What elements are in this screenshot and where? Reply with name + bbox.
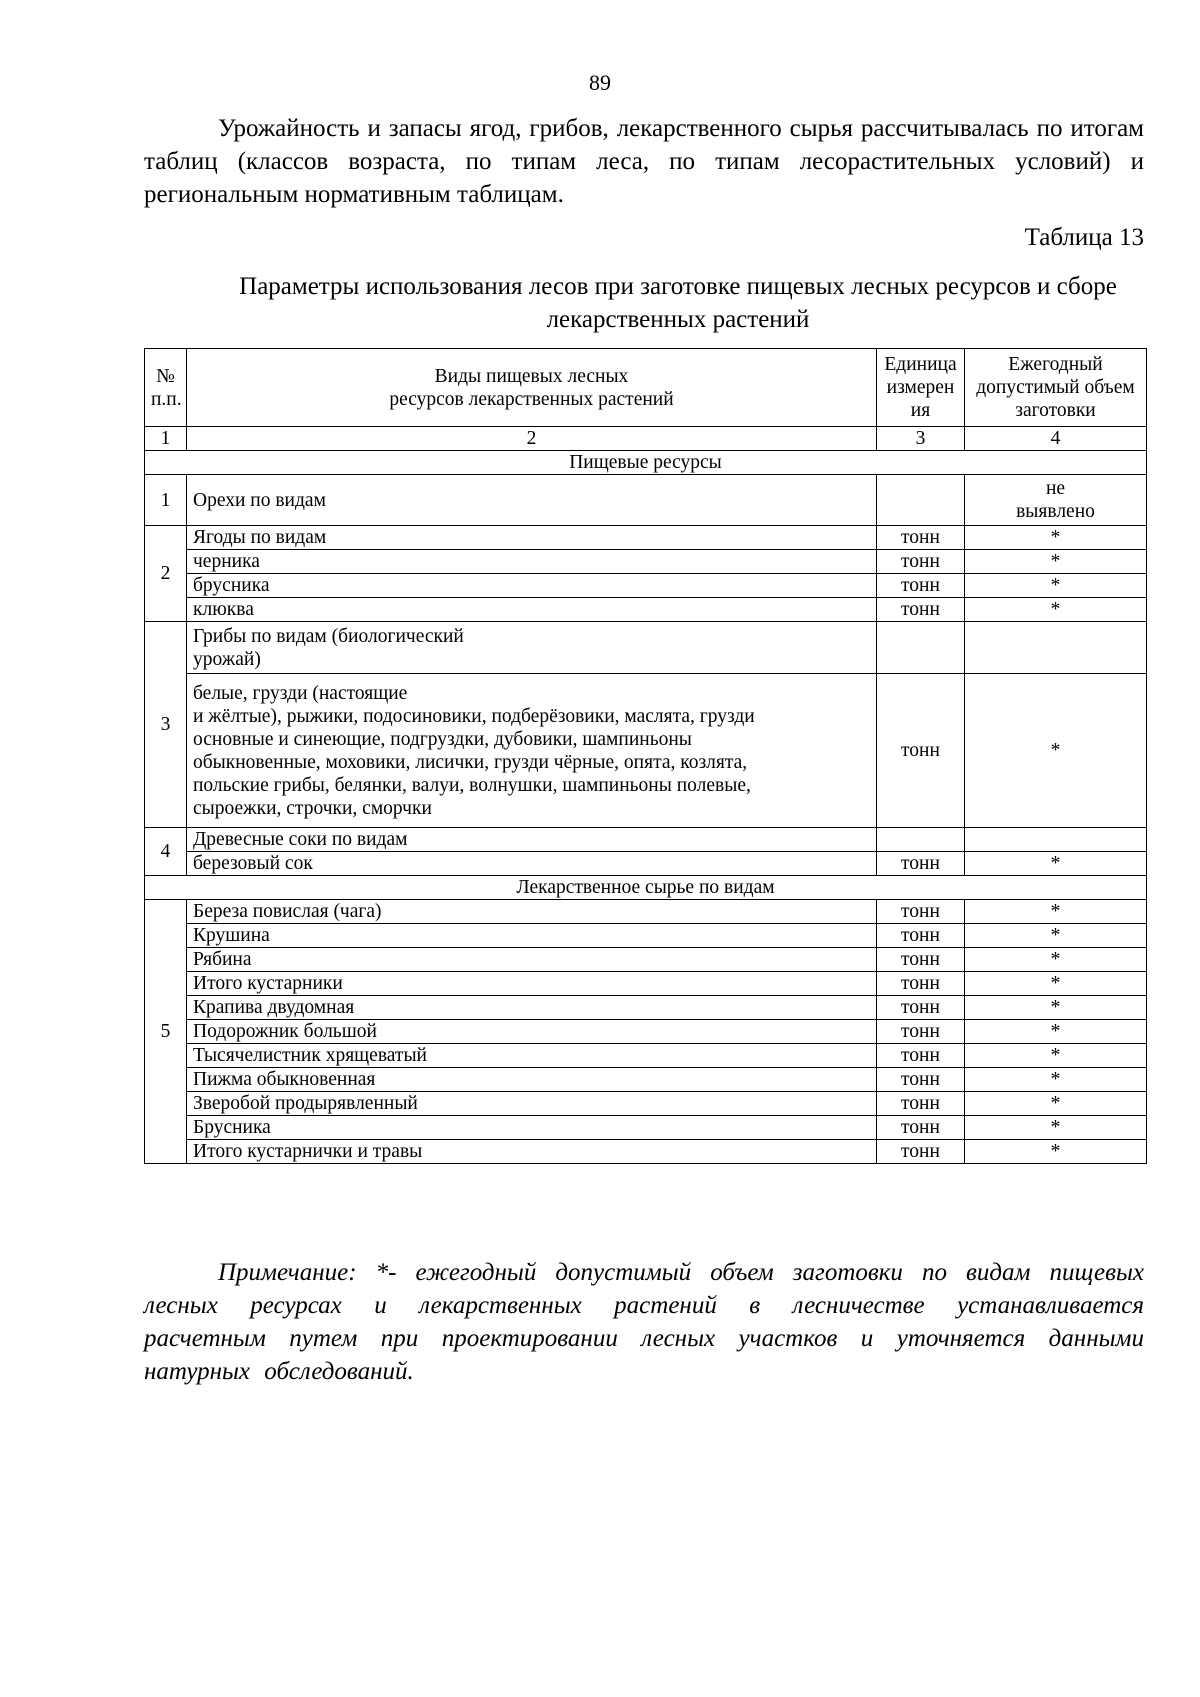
row-volume: * xyxy=(965,1068,1147,1092)
row-volume: * xyxy=(965,550,1147,574)
intro-paragraph: Урожайность и запасы ягод, грибов, лекарственного сырья рассчитывалась по итогам таблиц (классов возраста, по типам леса, по типам лесорастительных условий) и региональным нормативным таблицам. xyxy=(144,115,1144,208)
row-unit: тонн xyxy=(877,598,965,622)
row-name: Крушина xyxy=(187,924,877,948)
row-unit: тонн xyxy=(877,526,965,550)
table-label: Таблица 13 xyxy=(1024,224,1144,251)
row-unit: тонн xyxy=(877,1116,965,1140)
row-unit: тонн xyxy=(877,1140,965,1164)
row-name: черника xyxy=(187,550,877,574)
row-unit: тонн xyxy=(877,900,965,924)
row-unit: тонн xyxy=(877,852,965,876)
row-volume: * xyxy=(965,852,1147,876)
mushroom-line: основные и синеющие, подгруздки, дубовики, шампиньоны xyxy=(193,728,692,750)
row-name xyxy=(187,622,877,674)
row-unit: тонн xyxy=(877,1044,965,1068)
table-row xyxy=(145,828,1147,852)
row-volume-line2: выявлено xyxy=(1016,501,1095,522)
row-volume xyxy=(965,475,1147,526)
header-unit xyxy=(877,349,965,427)
col-number-1: 1 xyxy=(145,427,187,451)
row-name: Зверобой продырявленный xyxy=(187,1092,877,1116)
table-row xyxy=(145,598,1147,622)
row-name: березовый сок xyxy=(187,852,877,876)
page-number: 89 xyxy=(589,70,611,95)
header-volume-line3: заготовки xyxy=(1015,400,1096,421)
row-name: Брусника xyxy=(187,1116,877,1140)
row-volume: * xyxy=(965,598,1147,622)
table-row xyxy=(145,526,1147,550)
header-name xyxy=(187,349,877,427)
row-num: 1 xyxy=(145,475,187,526)
header-unit-line3: ия xyxy=(910,400,931,421)
row-num: 4 xyxy=(145,828,187,876)
row-unit: тонн xyxy=(877,674,965,828)
table-row xyxy=(145,1044,1147,1068)
resources-table xyxy=(144,348,1147,1164)
header-name-line2: ресурсов лекарственных растений xyxy=(389,388,674,410)
row-name: Древесные соки по видам xyxy=(187,828,877,852)
row-unit: тонн xyxy=(877,1068,965,1092)
row-volume: * xyxy=(965,674,1147,828)
header-num xyxy=(145,349,187,427)
mushroom-line: обыкновенные, моховики, лисички, грузди чёрные, опята, козлята, xyxy=(193,751,748,773)
header-volume xyxy=(965,349,1147,427)
row-name: Пижма обыкновенная xyxy=(187,1068,877,1092)
section-medicinal-title: Лекарственное сырье по видам xyxy=(145,876,1147,900)
row-unit xyxy=(877,622,965,674)
col-number-3: 3 xyxy=(877,427,965,451)
row-unit: тонн xyxy=(877,948,965,972)
mushroom-line: и жёлтые), рыжики, подосиновики, подберёзовики, маслята, грузди xyxy=(193,705,755,727)
row-unit: тонн xyxy=(877,1092,965,1116)
row-name: клюква xyxy=(187,598,877,622)
row-volume: * xyxy=(965,1092,1147,1116)
table-title: Параметры использования лесов при заготовке пищевых лесных ресурсов и сборе лекарственных растений xyxy=(239,273,1117,333)
table-row xyxy=(145,475,1147,526)
row-volume xyxy=(965,828,1147,852)
table-row xyxy=(145,948,1147,972)
section-row-food xyxy=(145,451,1147,475)
row-volume: * xyxy=(965,1020,1147,1044)
row-unit: тонн xyxy=(877,574,965,598)
header-unit-line1: Единица xyxy=(884,354,957,375)
mushroom-species-list xyxy=(187,674,877,828)
row-num: 3 xyxy=(145,622,187,828)
row-volume: * xyxy=(965,1116,1147,1140)
section-food-title: Пищевые ресурсы xyxy=(145,451,1147,475)
mushroom-line: польские грибы, белянки, валуи, волнушки, шампиньоны полевые, xyxy=(193,774,751,796)
row-unit xyxy=(877,828,965,852)
row-num: 2 xyxy=(145,526,187,622)
header-name-line1: Виды пищевых лесных xyxy=(434,365,629,387)
table-row xyxy=(145,900,1147,924)
row-volume: * xyxy=(965,1140,1147,1164)
row-volume-line1: не xyxy=(1045,478,1066,499)
col-number-4: 4 xyxy=(965,427,1147,451)
table-row xyxy=(145,924,1147,948)
row-volume xyxy=(965,622,1147,674)
row-unit: тонн xyxy=(877,550,965,574)
row-num: 5 xyxy=(145,900,187,1164)
row-name: Рябина xyxy=(187,948,877,972)
mushrooms-header-line1: Грибы по видам (биологический xyxy=(193,625,464,647)
row-unit: тонн xyxy=(877,1020,965,1044)
row-name: брусника xyxy=(187,574,877,598)
row-name: Орехи по видам xyxy=(187,475,877,526)
footnote: Примечание: *- ежегодный допустимый объем заготовки по видам пищевых лесных ресурсах и лекарственных растений в лесничестве устанавливается расчетным путем при проектировании лесных участков и уточняется данными натурных обследований. xyxy=(144,1259,1144,1385)
row-volume: * xyxy=(965,574,1147,598)
header-num-line1: № xyxy=(156,365,175,387)
table-row xyxy=(145,622,1147,674)
table-row xyxy=(145,674,1147,828)
row-unit: тонн xyxy=(877,972,965,996)
row-name: Тысячелистник хрящеватый xyxy=(187,1044,877,1068)
column-numbers-row xyxy=(145,427,1147,451)
mushroom-line: сыроежки, строчки, сморчки xyxy=(193,797,432,819)
row-name: Береза повислая (чага) xyxy=(187,900,877,924)
row-unit: тонн xyxy=(877,996,965,1020)
table-row xyxy=(145,1116,1147,1140)
row-volume: * xyxy=(965,924,1147,948)
col-number-2: 2 xyxy=(187,427,877,451)
table-row xyxy=(145,996,1147,1020)
row-unit xyxy=(877,475,965,526)
row-volume: * xyxy=(965,996,1147,1020)
row-name: Подорожник большой xyxy=(187,1020,877,1044)
table-row xyxy=(145,1068,1147,1092)
row-name: Итого кустарники xyxy=(187,972,877,996)
header-volume-line2: допустимый объем xyxy=(976,377,1135,398)
header-num-line2: п.п. xyxy=(151,388,182,410)
table-row xyxy=(145,574,1147,598)
row-volume: * xyxy=(965,1044,1147,1068)
table-row xyxy=(145,1092,1147,1116)
table-row xyxy=(145,852,1147,876)
header-unit-line2: измерен xyxy=(886,377,955,398)
row-volume: * xyxy=(965,900,1147,924)
row-volume: * xyxy=(965,526,1147,550)
row-unit: тонн xyxy=(877,924,965,948)
table-row xyxy=(145,1020,1147,1044)
section-row-medicinal xyxy=(145,876,1147,900)
mushroom-line: белые, грузди (настоящие xyxy=(193,682,408,704)
row-volume: * xyxy=(965,948,1147,972)
row-volume: * xyxy=(965,972,1147,996)
header-volume-line1: Ежегодный xyxy=(1008,354,1103,375)
row-name: Ягоды по видам xyxy=(187,526,877,550)
table-row xyxy=(145,972,1147,996)
table-header-row xyxy=(145,349,1147,427)
mushrooms-header-line2: урожай) xyxy=(193,648,261,670)
row-name: Крапива двудомная xyxy=(187,996,877,1020)
table-row xyxy=(145,550,1147,574)
row-name: Итого кустарнички и травы xyxy=(187,1140,877,1164)
table-row xyxy=(145,1140,1147,1164)
